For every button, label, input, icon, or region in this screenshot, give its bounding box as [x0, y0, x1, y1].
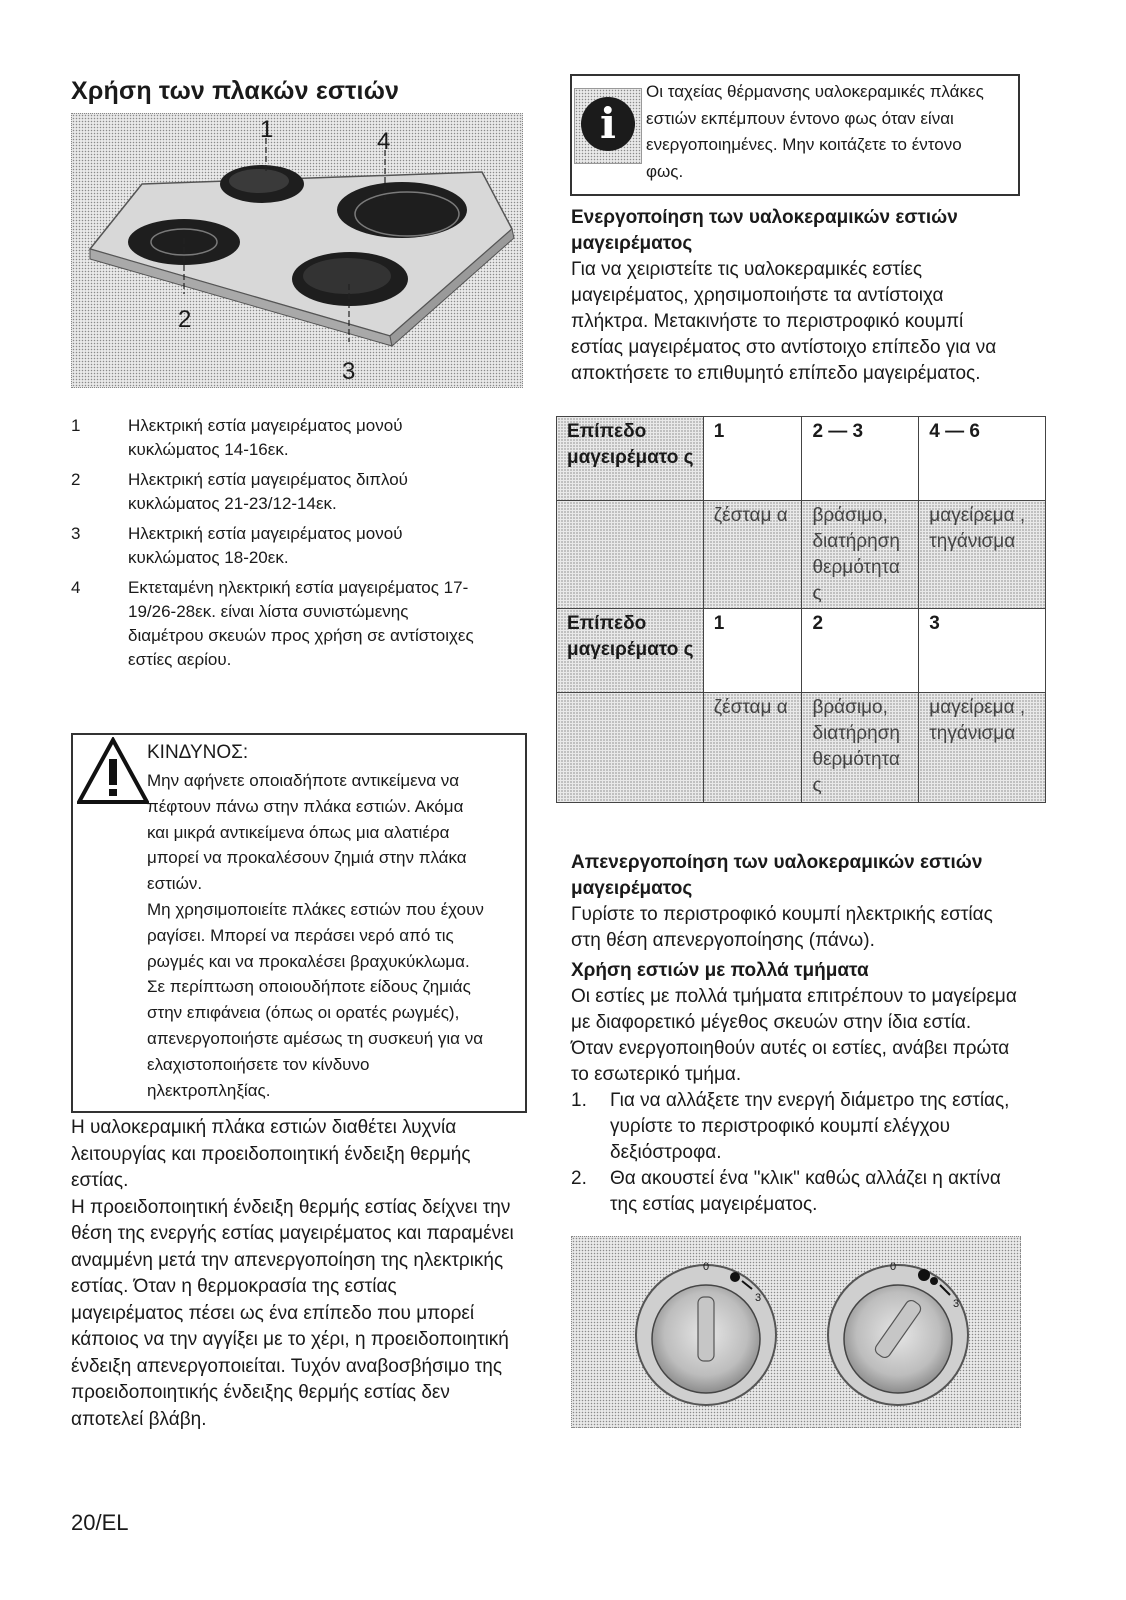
table2-header-cell: 1: [703, 609, 802, 693]
table2-cell: [557, 693, 704, 803]
hob-figure: [71, 113, 523, 388]
hob-illustration: [72, 114, 524, 389]
hot-indicator-text: Η υαλοκεραμική πλάκα εστιών διαθέτει λυχνία λειτουργίας και προειδοποιητική ένδειξη θερμής εστίας. Η προειδοποιητική ένδειξη θερμής εστίας δείχνει την θέση της ενεργής εστίας μαγειρέματος και παραμένει αναμμένη μετά την απενεργοποίηση της ηλεκτρικής εστίας. Όταν η θερμοκρασία της εστίας μαγειρέματος πέσει ως ένα επίπεδο που μπορεί κάποιος να την αγγίξει με το χέρι, η προειδοποιητική ένδειξη απενεργοποιείται. Τυχόν αναβοσβήσιμο της προειδοποιητικής ένδειξης θερμής εστίας δεν αποτελεί βλάβη.: [71, 1117, 514, 1430]
figure-label-4: 4: [377, 128, 391, 155]
deactivation-section: [571, 850, 1051, 1218]
table2-cell: μαγείρεμα , τηγάνισμα: [919, 693, 1046, 803]
table1-cell: μαγείρεμα , τηγάνισμα: [919, 501, 1046, 609]
table1-header-cell: 2 — 3: [802, 417, 919, 501]
activation-text: Για να χειριστείτε τις υαλοκεραμικές εστίες μαγειρέματος, χρησιμοποιήστε τα αντίστοιχα πλήκτρα. Μετακινήστε το περιστροφικό κουμπί εστίας μαγειρέματος στο αντίστοιχο επίπεδο για να αποκτήσετε το επιθυμητό επίπεδο μαγειρέματος.: [571, 259, 997, 384]
danger-warning-box: [71, 733, 527, 1113]
page-title: Χρήση των πλακών εστιών: [71, 77, 400, 105]
knob-left-off-mark: 0: [703, 1261, 710, 1273]
figure-label-2: 2: [178, 306, 192, 333]
deactivation-text: Γυρίστε το περιστροφικό κουμπί ηλεκτρικής εστίας στη θέση απενεργοποίησης (πάνω).: [571, 904, 993, 951]
control-knobs-illustration: [572, 1237, 1022, 1429]
knob-right-off-mark: 0: [890, 1261, 897, 1273]
multi-zone-text: Οι εστίες με πολλά τμήματα επιτρέπουν το μαγείρεμα με διαφορετικό μέγεθος σκευών στην ίδια εστία. Όταν ενεργοποιηθούν αυτές οι εστίες, ανάβει πρώτα το εσωτερικό τμήμα.: [571, 986, 1017, 1085]
danger-text: Μην αφήνετε οποιαδήποτε αντικείμενα να πέφτουν πάνω στην πλάκα εστιών. Ακόμα και μικρά αντικείμενα όπως μια αλατιέρα μπορεί να προκαλέσουν ζημιά στην πλάκα εστιών. Μη χρησιμοποιείτε πλάκες εστιών που έχουν ραγίσει. Μπορεί να περάσει νερό από τις ρωγμές και να προκαλέσει βραχυκύκλωμα. Σε περίπτωση οποιουδήποτε είδους ζημιάς στην επιφάνεια (όπως οι ορατές ρωγμές), απενεργοποιήστε αμέσως τη συσκευή για να ελαχιστοποιήσετε τον κίνδυνο ηλεκτροπληξίας.: [147, 771, 484, 1100]
table1-cell: βράσιμο, διατήρηση θερμότητα ς: [802, 501, 919, 609]
control-knobs-figure: [571, 1236, 1021, 1428]
info-text: Οι ταχείας θέρμανσης υαλοκεραμικές πλάκες εστιών εκπέμπουν έντονο φως όταν είναι ενεργοποιημένες. Μην κοιτάζετε το έντονο φως.: [646, 82, 984, 181]
table1-header-cell: 1: [703, 417, 802, 501]
table1-header-cell: Επίπεδο μαγειρέματο ς: [557, 417, 704, 501]
knob-left: [636, 1265, 776, 1405]
knob-left-level-mark: 3: [755, 1292, 762, 1304]
cooking-level-tables: [556, 416, 1046, 803]
deactivation-heading: Απενεργοποίηση των υαλοκεραμικών εστιών μαγειρέματος: [571, 852, 983, 899]
knob-right-level-mark: 3: [953, 1298, 960, 1310]
table2-header-row: [557, 609, 1046, 693]
warning-triangle-icon: [77, 737, 149, 805]
step-item: 2. Θα ακουστεί ένα "κλικ" καθώς αλλάζει η ακτίνα της εστίας μαγειρέματος.: [571, 1168, 1001, 1215]
table2-header-cell: 2: [802, 609, 919, 693]
table2-header-cell: 3: [919, 609, 1046, 693]
table2-cell: ζέσταμ α: [703, 693, 802, 803]
legend-item: 1 Ηλεκτρική εστία μαγειρέματος μονού κυκλώματος 14-16εκ.: [71, 416, 403, 459]
legend-item: 3 Ηλεκτρική εστία μαγειρέματος μονού κυκλώματος 18-20εκ.: [71, 524, 403, 567]
multi-zone-steps: [571, 1088, 1051, 1218]
table1-cell: ζέσταμ α: [703, 501, 802, 609]
figure-label-1: 1: [260, 116, 274, 143]
multi-zone-heading: Χρήση εστιών με πολλά τμήματα: [571, 960, 869, 981]
info-icon: i: [574, 88, 642, 164]
hob-legend: [71, 414, 531, 678]
knob-right: [828, 1265, 968, 1405]
table1-cell: [557, 501, 704, 609]
activation-section: [571, 205, 1051, 387]
figure-label-3: 3: [342, 358, 356, 385]
table1-header-row: [557, 417, 1046, 501]
table2-cell: βράσιμο, διατήρηση θερμότητα ς: [802, 693, 919, 803]
table1-data-row: [557, 501, 1046, 609]
table2-data-row: [557, 693, 1046, 803]
table1-header-cell: 4 — 6: [919, 417, 1046, 501]
activation-heading: Ενεργοποίηση των υαλοκεραμικών εστιών μαγειρέματος: [571, 207, 958, 254]
danger-title: ΚΙΝΔΥΝΟΣ:: [147, 742, 249, 763]
table2-header-cell: Επίπεδο μαγειρέματο ς: [557, 609, 704, 693]
info-note-box: [570, 74, 1020, 196]
page-number: 20/EL: [71, 1510, 129, 1535]
legend-item: 2 Ηλεκτρική εστία μαγειρέματος διπλού κυκλώματος 21-23/12-14εκ.: [71, 470, 408, 513]
legend-item: 4 Εκτεταμένη ηλεκτρική εστία μαγειρέματος 17- 19/26-28εκ. είναι λίστα συνιστώμενης διαμέτρου σκευών προς χρήση σε αντίστοιχες εστίες αερίου.: [71, 578, 474, 669]
step-item: 1. Για να αλλάξετε την ενεργή διάμετρο της εστίας, γυρίστε το περιστροφικό κουμπί ελέγχου δεξιόστροφα.: [571, 1090, 1010, 1163]
